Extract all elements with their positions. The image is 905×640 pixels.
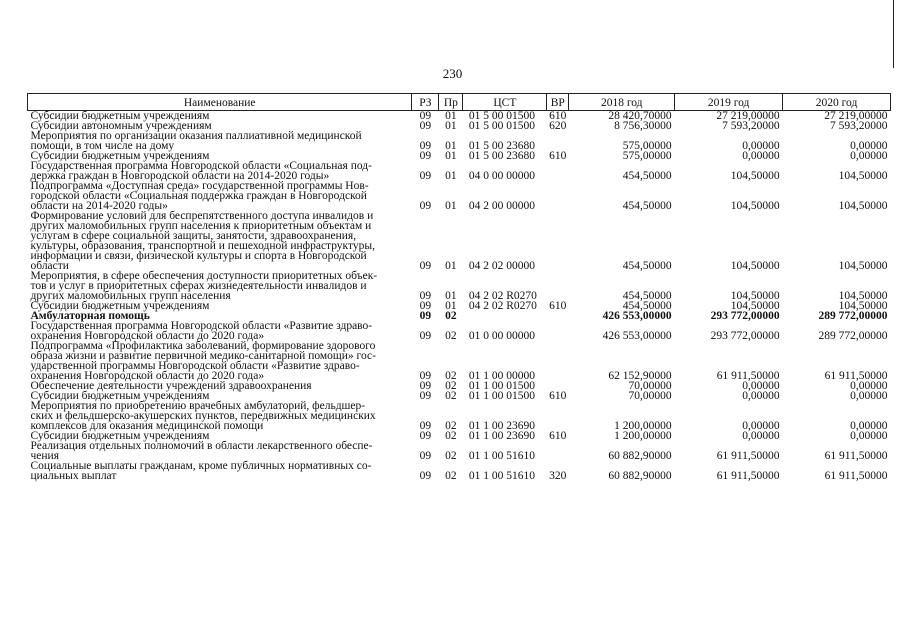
cell-y2019: 104,50000 [730,300,780,312]
row-name [28,341,412,381]
row-name-line: ских и фельдшерско-акушерских пунктов, передвижных медицинских [30,410,376,422]
table-row [28,211,891,271]
cell-vr [547,161,569,181]
cell-y2019: 293 772,00000 [710,330,780,342]
row-name [28,401,412,431]
row-name-line: Амбулаторная помощь [30,310,150,322]
cell-y2018: 28 420,70000 [608,110,672,122]
row-name-line: чения [30,450,59,462]
table-row [28,131,891,151]
cell-pr: 01 [445,170,457,182]
budget-table [27,93,891,481]
cell-y2019: 27 219,00000 [716,110,780,122]
cell-pr: 02 [445,390,457,402]
row-name-line: Субсидии бюджетным учреждениям [30,430,210,442]
row-name [28,211,412,271]
table-header-row [28,94,891,111]
cell-y2018: 575,00000 [622,150,672,162]
cell-y2020: 61 911,50000 [824,450,888,462]
cell-pr: 01 [445,290,457,302]
row-name-line: городской области «Социальная поддержка граждан в Новгородской [30,190,367,202]
row-name-line: области [30,260,69,272]
row-name-line: охранения Новгородской области до 2020 года» [30,370,265,382]
row-name-line: охранения Новгородской области до 2020 года» [30,330,265,342]
row-name [28,181,412,211]
cell-cst: 04 2 00 00000 [468,200,536,212]
cell-pr: 02 [445,380,457,392]
row-name-line: услугам в сфере социальной защиты, занятости, здравоохранения, [30,230,357,242]
cell-vr: 620 [549,120,567,132]
row-name-line: Социальные выплаты гражданам, кроме публичных нормативных со- [30,460,372,472]
header-2020: 2020 год [783,94,891,111]
cell-y2019: 104,50000 [730,200,780,212]
cell-y2019: 0,00000 [742,150,780,162]
cell-y2018: 62 152,90000 [608,370,672,382]
cell-pr: 01 [445,110,457,122]
cell-y2019: 0,00000 [742,420,780,432]
row-name-line: Обеспечение деятельности учреждений здравоохранения [30,380,312,392]
cell-y2019: 7 593,20000 [722,120,780,132]
cell-cst: 01 5 00 23680 [468,140,536,152]
row-name-line: Формирование условий для беспрепятственного доступа инвалидов и [30,210,374,222]
cell-y2020: 61 911,50000 [824,370,888,382]
cell-cst: 01 1 00 51610 [468,470,536,482]
cell-y2020: 104,50000 [838,300,888,312]
cell-pr: 01 [445,140,457,152]
cell-vr [547,441,569,461]
cell-vr [547,181,569,211]
row-name-line: образа жизни и развитие первичной медико-санитарной помощи» гос- [30,350,376,362]
cell-y2018: 426 553,00000 [602,330,672,342]
cell-rz: 09 [419,300,432,312]
cell-vr: 610 [549,430,567,442]
cell-cst: 01 1 00 23690 [468,430,536,442]
cell-rz: 09 [419,150,432,162]
cell-y2019: 0,00000 [742,430,780,442]
page-number: 230 [442,66,463,81]
table-row [28,161,891,181]
cell-y2018: 8 756,30000 [614,120,672,132]
cell-rz: 09 [419,120,432,132]
table-row [28,321,891,341]
table-row [28,271,891,301]
table-row [28,461,891,481]
cell-y2018: 454,50000 [622,200,672,212]
cell-pr: 02 [445,370,457,382]
row-name-line: других маломобильных групп населения к приоритетным объектам и [30,220,372,232]
cell-y2020: 104,50000 [838,290,888,302]
cell-vr: 610 [549,150,567,162]
cell-cst: 01 1 00 01500 [468,390,536,402]
row-name [28,461,412,481]
cell-pr: 01 [445,300,457,312]
cell-pr: 02 [445,430,457,442]
header-cst: ЦСТ [463,94,547,111]
cell-y2018: 1 200,00000 [614,430,672,442]
cell-y2020: 7 593,20000 [830,120,888,132]
cell-y2018: 454,50000 [622,290,672,302]
cell-y2018: 1 200,00000 [614,420,672,432]
cell-cst: 01 0 00 00000 [468,330,536,342]
cell-y2018: 70,00000 [628,390,672,402]
cell-vr [547,341,569,381]
cell-vr: 610 [549,110,567,122]
table-row [28,341,891,381]
cell-pr: 01 [445,200,457,212]
row-name-line: Мероприятия по организации оказания паллиативной медицинской [30,130,362,142]
cell-rz: 09 [419,170,432,182]
row-name-line: Мероприятия по приобретению врачебных амбулаторий, фельдшер- [30,400,366,412]
cell-y2019: 0,00000 [742,380,780,392]
cell-y2019: 0,00000 [742,390,780,402]
cell-y2020: 0,00000 [850,430,888,442]
cell-y2020: 0,00000 [850,420,888,432]
cell-rz: 09 [419,430,432,442]
cell-y2018: 575,00000 [622,140,672,152]
cell-rz: 09 [419,260,432,272]
cell-y2019: 61 911,50000 [716,450,780,462]
cell-pr: 02 [445,310,457,322]
cell-pr: 02 [445,420,457,432]
row-name-line: Субсидии автономным учреждениям [30,120,212,132]
cell-rz: 09 [419,390,432,402]
header-vr: ВР [547,94,569,111]
cell-rz: 09 [419,450,432,462]
table-row [28,441,891,461]
row-name-line: информации и связи, физической культуры и спорта в Новгородской [30,250,367,262]
row-name-line: Государственная программа Новгородской области «Социальная под- [30,160,372,172]
page-edge-line [893,0,894,68]
row-name-line: Мероприятия, в сфере обеспечения доступности приоритетных объек- [30,270,378,282]
cell-pr: 02 [445,330,457,342]
cell-y2020: 289 772,00000 [818,310,888,322]
cell-rz: 09 [419,140,432,152]
row-name-line: Субсидии бюджетным учреждениям [30,150,210,162]
table-row [28,401,891,431]
row-name-line: области на 2014-2020 годы» [30,200,168,212]
cell-cst: 04 2 02 R0270 [468,300,537,312]
row-name-line: культуры, образования, транспортной и пешеходной инфраструктуры, [30,240,375,252]
row-name-line: комплексов для оказания медицинской помощи [30,420,264,432]
header-2018: 2018 год [569,94,675,111]
cell-y2020: 0,00000 [850,150,888,162]
cell-y2020: 27 219,00000 [824,110,888,122]
cell-cst: 04 2 02 R0270 [468,290,537,302]
row-name-line: Государственная программа Новгородской области «Развитие здраво- [30,320,373,332]
table-row [28,181,891,211]
table-body [28,111,891,482]
cell-y2018: 454,50000 [622,170,672,182]
cell-cst: 01 1 00 01500 [468,380,536,392]
cell-pr: 01 [445,150,457,162]
cell-rz: 09 [419,330,432,342]
row-name [28,161,412,181]
row-name [28,131,412,151]
cell-y2018: 60 882,90000 [608,470,672,482]
cell-y2018: 70,00000 [628,380,672,392]
cell-vr [547,311,569,321]
row-name-line: других маломобильных групп населения [30,290,231,302]
row-name-line: Подпрограмма «Профилактика заболеваний, формирование здорового [30,340,376,352]
cell-cst: 01 1 00 00000 [468,370,536,382]
cell-y2019: 104,50000 [730,260,780,272]
cell-rz: 09 [419,290,432,302]
cell-y2020: 104,50000 [838,170,888,182]
row-name [28,441,412,461]
cell-y2018: 426 553,00000 [602,310,672,322]
cell-y2019: 104,50000 [730,170,780,182]
cell-y2018: 454,50000 [622,300,672,312]
cell-cst: 01 5 00 01500 [468,110,536,122]
row-name-line: Подпрограмма «Доступная среда» государственной программы Нов- [30,180,369,192]
cell-y2019: 0,00000 [742,140,780,152]
cell-y2020: 104,50000 [838,200,888,212]
header-pr: Пр [439,94,463,111]
cell-vr: 610 [549,390,567,402]
cell-vr [547,211,569,271]
cell-pr: 02 [445,450,457,462]
cell-vr [547,401,569,431]
cell-y2019: 104,50000 [730,290,780,302]
cell-vr [547,271,569,301]
cell-cst: 01 5 00 01500 [468,120,536,132]
row-name [28,321,412,341]
row-name-line: Субсидии бюджетным учреждениям [30,110,210,122]
cell-y2020: 0,00000 [850,390,888,402]
cell-y2020: 61 911,50000 [824,470,888,482]
cell-rz: 09 [419,470,432,482]
cell-pr: 02 [445,470,457,482]
cell-y2018: 454,50000 [622,260,672,272]
cell-y2018: 60 882,90000 [608,450,672,462]
row-name-line: Субсидии бюджетным учреждениям [30,390,210,402]
cell-cst: 01 1 00 23690 [468,420,536,432]
row-name-line: ударственной программы Новгородской области «Развитие здраво- [30,360,360,372]
cell-rz: 09 [419,380,432,392]
header-2019: 2019 год [675,94,783,111]
cell-rz: 09 [419,110,432,122]
cell-y2020: 289 772,00000 [818,330,888,342]
row-name [28,271,412,301]
header-name: Наименование [28,94,412,111]
cell-pr: 01 [445,260,457,272]
cell-y2019: 61 911,50000 [716,370,780,382]
cell-vr: 610 [549,300,567,312]
cell-y2020: 0,00000 [850,140,888,152]
row-name-line: тов и услуг в приоритетных сферах жизнедеятельности инвалидов и [30,280,367,292]
cell-cst: 04 0 00 00000 [468,170,536,182]
cell-cst [463,311,547,321]
row-name-line: Реализация отдельных полномочий в области лекарственного обеспе- [30,440,373,452]
row-name-line: держка граждан в Новгородской области на 2014-2020 годы» [30,170,330,182]
row-name-line: помощи, в том числе на дому [30,140,175,152]
cell-vr [547,321,569,341]
row-name-line: Субсидии бюджетным учреждениям [30,300,210,312]
cell-cst: 01 5 00 23680 [468,150,536,162]
cell-rz: 09 [419,310,432,322]
cell-rz: 09 [419,200,432,212]
cell-y2020: 0,00000 [850,380,888,392]
cell-rz: 09 [419,370,432,382]
cell-vr [547,131,569,151]
cell-y2019: 293 772,00000 [710,310,780,322]
cell-vr: 320 [549,470,567,482]
cell-y2019: 61 911,50000 [716,470,780,482]
cell-pr: 01 [445,120,457,132]
cell-cst: 01 1 00 51610 [468,450,536,462]
cell-cst: 04 2 02 00000 [468,260,536,272]
cell-y2020: 104,50000 [838,260,888,272]
header-rz: РЗ [412,94,439,111]
cell-rz: 09 [419,420,432,432]
row-name-line: циальных выплат [30,470,117,482]
